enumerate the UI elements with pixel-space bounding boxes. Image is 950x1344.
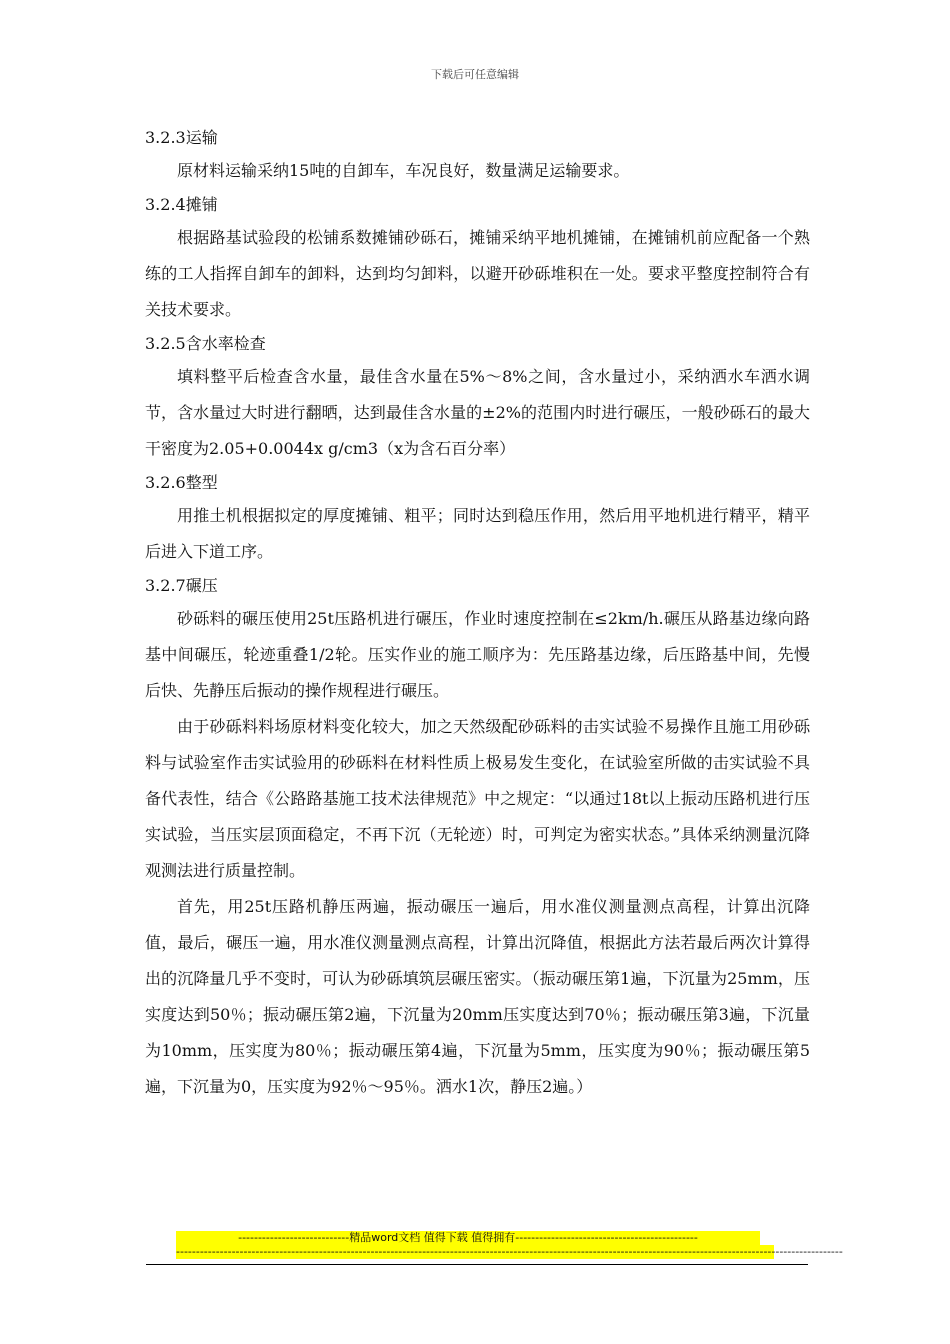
paragraph: 根据路基试验段的松铺系数摊铺砂砾石，摊铺采纳平地机摊铺，在摊铺机前应配备一个熟练的工人指挥自卸车的卸料，达到均匀卸料，以避开砂砾堆积在一处。要求平整度控制符合有关技术要求。 (145, 228, 810, 319)
section-3-2-3 (145, 122, 810, 189)
section-heading: 3.2.3运输 (145, 128, 218, 147)
section-3-2-5 (145, 328, 810, 467)
section-3-2-4 (145, 189, 810, 328)
paragraph: 首先，用25t压路机静压两遍，振动碾压一遍后，用水准仪测量测点高程，计算出沉降值，最后，碾压一遍，用水准仪测量测点高程，计算出沉降值，根据此方法若最后两次计算得出的沉降量几乎不变时，可认为砂砾填筑层碾压密实。（振动碾压第1遍，下沉量为25mm，压实度达到50％；振动碾压第2遍，下沉量为20mm压实度达到70％；振动碾压第3遍，下沉量为10mm，压实度为80％；振动碾压第4遍，下沉量为5mm，压实度为90％；振动碾压第5遍，下沉量为0，压实度为92％～95％。洒水1次，静压2遍。） (145, 897, 810, 1096)
section-3-2-7 (145, 570, 810, 1105)
footer-divider (146, 1264, 808, 1265)
paragraph: 由于砂砾料料场原材料变化较大，加之天然级配砂砾料的击实试验不易操作且施工用砂砾料与试验室作击实试验用的砂砾料在材料性质上极易发生变化，在试验室所做的击实试验不具备代表性，结合《公路路基施工技术法律规范》中之规定：“以通过18t以上振动压路机进行压实试验，当压实层顶面稳定，不再下沉（无轮迹）时，可判定为密实状态。”具体采纳测量沉降观测法进行质量控制。 (145, 717, 810, 880)
section-heading: 3.2.6整型 (145, 473, 218, 492)
page-header-note: 下载后可任意编辑 (431, 68, 519, 81)
paragraph: 原材料运输采纳15吨的自卸车，车况良好，数量满足运输要求。 (177, 161, 630, 180)
paragraph: 用推土机根据拟定的厚度摊铺、粗平；同时达到稳压作用，然后用平地机进行精平，精平后进入下道工序。 (145, 506, 810, 561)
document-body (145, 122, 810, 1105)
section-heading: 3.2.4摊铺 (145, 195, 218, 214)
section-heading: 3.2.7碾压 (145, 576, 218, 595)
section-heading: 3.2.5含水率检查 (145, 334, 266, 353)
paragraph: 填料整平后检查含水量，最佳含水量在5%～8%之间，含水量过小，采纳洒水车洒水调节，含水量过大时进行翻晒，达到最佳含水量的±2%的范围内时进行碾压，一般砂砾石的最大干密度为2.05+0.0044x g/cm3（x为含石百分率） (145, 367, 810, 458)
footer-banner-line-1: ----------------------------精品word文档 值得下载 值得拥有---------------------------------------------- (176, 1231, 760, 1245)
paragraph: 砂砾料的碾压使用25t压路机进行碾压，作业时速度控制在≤2km/h.碾压从路基边缘向路基中间碾压，轮迹重叠1/2轮。压实作业的施工顺序为：先压路基边缘，后压路基中间，先慢后快、先静压后振动的操作规程进行碾压。 (145, 609, 810, 700)
section-3-2-6 (145, 467, 810, 570)
footer-banner-line-2: ------------------------------------------------------------------------------------------------------------------------------------------------------------------------ (176, 1245, 843, 1258)
